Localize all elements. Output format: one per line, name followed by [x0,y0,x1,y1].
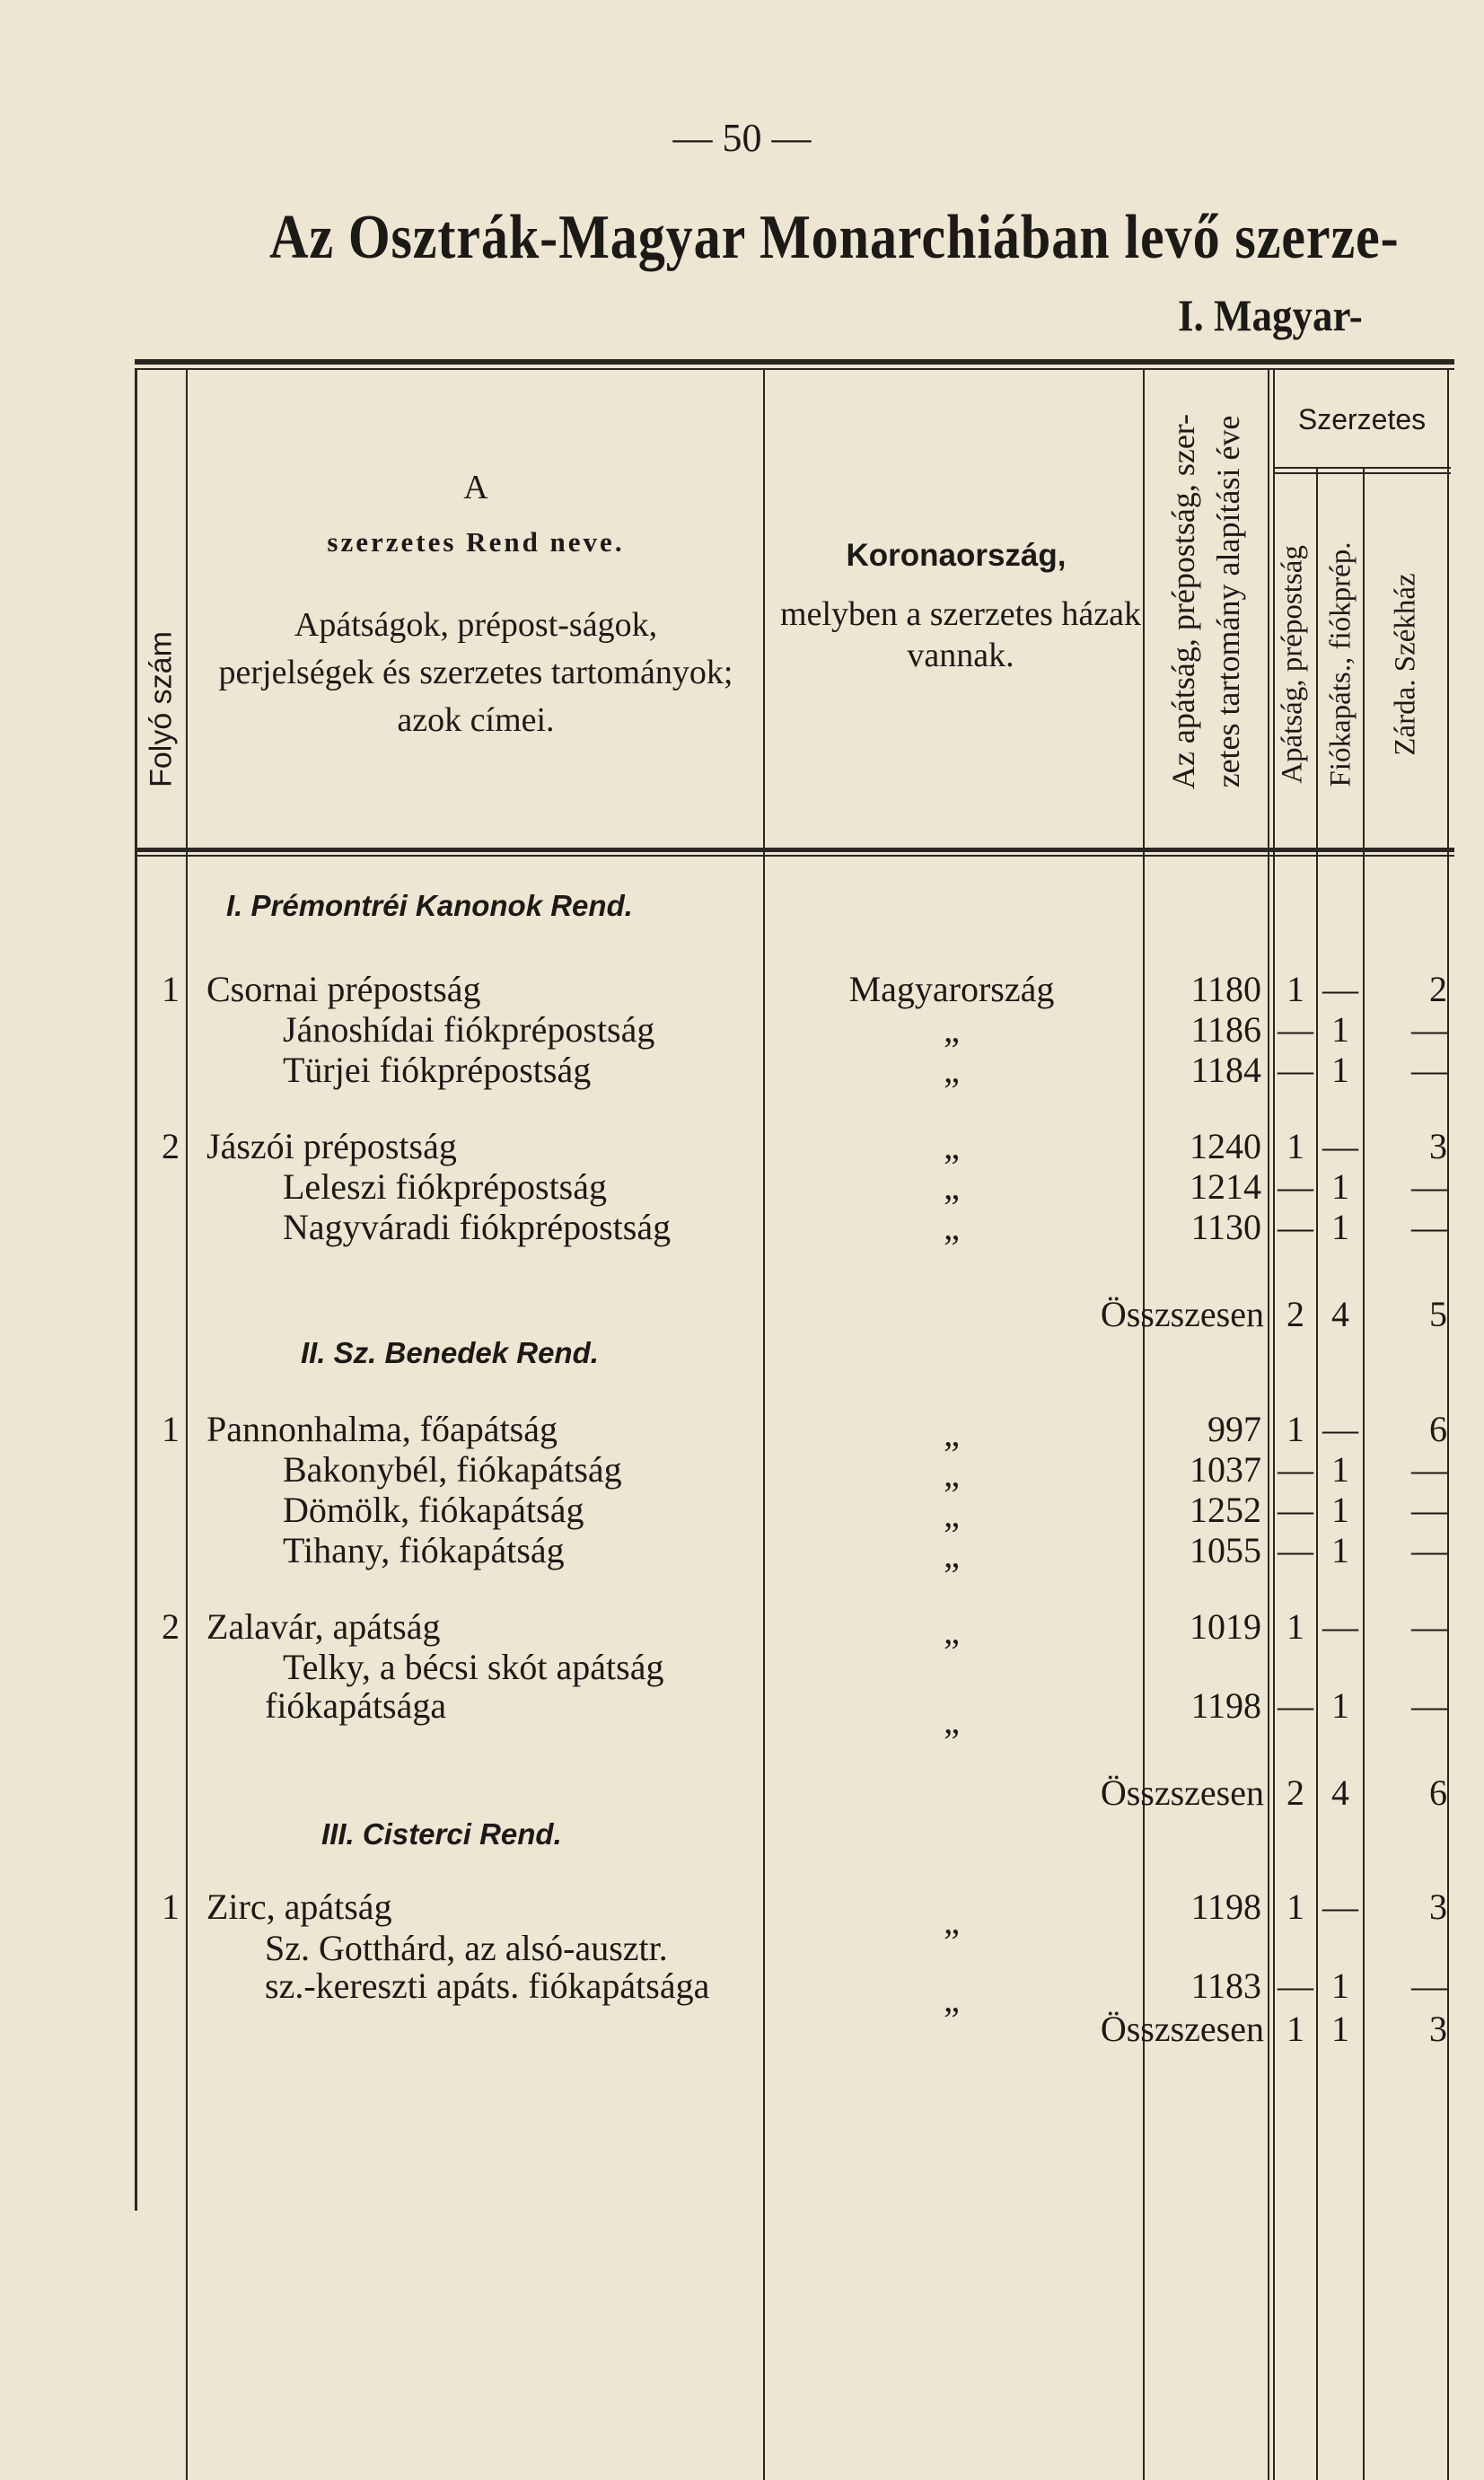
total-c2: 1 [1331,2009,1349,2049]
row-c2: 1 [1331,1490,1349,1530]
row-c1: — [1278,1050,1313,1090]
col-line-name [763,370,765,2480]
row-c2: — [1322,1606,1358,1647]
row-country: „ [944,1979,960,2019]
row-year: 1252 [1190,1490,1261,1530]
row-c1: — [1278,1207,1313,1247]
page-title: Az Osztrák-Magyar Monarchiában levő szerze- [269,203,1400,272]
row-number: 1 [162,1886,180,1927]
row-c2: — [1322,1409,1358,1449]
header-rend-name: szerzetes Rend neve. [327,526,625,558]
total-c3: 5 [1429,1294,1447,1334]
total-c2: 4 [1331,1294,1349,1334]
header-alapitas-line2: zetes tartomány alapítási éve [1210,415,1246,788]
col-line-country [1143,370,1145,2480]
row-country: „ [944,1901,960,1941]
total-label: Összszesen [1100,1772,1264,1813]
header-folyo-szam: Folyó szám [144,631,179,787]
col-line-num [186,370,188,2480]
row-c1: — [1278,1530,1313,1570]
row-name: Tihany, fiókapátság [283,1530,565,1570]
row-c2: 1 [1331,1449,1349,1490]
row-country: „ [944,1454,960,1494]
row-c3: 3 [1429,1126,1447,1166]
col-line-year [1268,370,1269,2480]
row-name: Csornai prépostság [206,969,481,1009]
row-year: 1019 [1190,1606,1261,1647]
row-country: „ [944,1009,960,1050]
row-c2: 1 [1331,1050,1349,1090]
row-c2: — [1322,969,1358,1009]
row-c2: 1 [1331,1530,1349,1570]
row-c1: — [1278,1966,1313,2006]
row-country: „ [944,1494,960,1535]
row-c3: — [1411,1009,1447,1050]
row-c2: — [1322,1886,1358,1927]
row-number: 1 [162,1409,180,1449]
row-year: 1214 [1190,1166,1261,1207]
header-rend-desc: Apátságok, prépost-ságok, perjelségek és szerzetes tartományok; azok címei. [218,606,733,740]
section-title-cisterci: III. Cisterci Rend. [321,1817,562,1851]
row-c1: 1 [1286,969,1304,1009]
row-c1: — [1278,1166,1313,1207]
header-rend-a: A [463,469,488,506]
row-year: 1037 [1190,1449,1261,1490]
header-szerzetes: Szerzetes [1297,403,1427,435]
row-country: „ [944,1050,960,1090]
row-year: 1055 [1190,1530,1261,1570]
row-name: Jászói prépostság [206,1126,457,1166]
row-year: 1186 [1190,1009,1261,1050]
row-c1: — [1278,1490,1313,1530]
col-line-left [135,370,137,2211]
row-c3: — [1411,1449,1447,1490]
row-year: 1180 [1190,969,1261,1009]
row-number: 2 [162,1126,180,1166]
row-name: Zalavár, apátság [206,1606,441,1647]
row-name: Leleszi fiókprépostság [283,1166,607,1207]
row-c2: 1 [1331,1685,1349,1726]
row-country: „ [944,1535,960,1575]
row-name: Bakonybél, fiókapátság [283,1449,622,1490]
szerzetes-under-rule [1273,467,1451,469]
row-c3: 2 [1429,969,1447,1009]
section-title-premontrei: I. Prémontréi Kanonok Rend. [226,889,633,922]
row-country: „ [944,1701,960,1741]
row-country: „ [944,1166,960,1207]
header-sub2: Zárda. Székház [1389,573,1422,756]
total-c1: 2 [1286,1772,1304,1813]
row-year: 1240 [1190,1126,1261,1166]
row-number: 1 [162,969,180,1009]
section-title-benedek: II. Sz. Benedek Rend. [301,1336,599,1369]
total-c3: 6 [1429,1772,1447,1813]
row-c3: 3 [1429,1886,1447,1927]
row-c1: 1 [1286,1886,1304,1927]
page-number: — 50 — [672,116,812,160]
table-top-rule [135,359,1454,365]
row-c1: — [1278,1685,1313,1726]
row-name: Sz. Gotthárd, az alsó-ausztr. [265,1928,668,1968]
total-c1: 2 [1286,1294,1304,1334]
row-name: Telky, a bécsi skót apátság [283,1647,664,1687]
row-c3: — [1411,1606,1447,1647]
row-c3: — [1411,1966,1447,2006]
row-c2: 1 [1331,1966,1349,2006]
row-c3: — [1411,1685,1447,1726]
row-name: Nagyváradi fiókprépostság [283,1207,672,1247]
row-year: 1183 [1190,1966,1261,2006]
row-c2: — [1322,1126,1358,1166]
header-bottom-rule [135,848,1454,852]
row-number: 2 [162,1606,180,1647]
row-name: Pannonhalma, főapátság [206,1409,558,1449]
page-subtitle: I. Magyar- [1178,290,1363,340]
row-name: Zirc, apátság [206,1886,392,1927]
row-c1: — [1278,1449,1313,1490]
row-c1: 1 [1286,1606,1304,1647]
header-sub1-line2: Fiókapáts., fiókprép. [1324,541,1357,787]
row-country: „ [944,1413,960,1454]
header-sub1-line1: Apátság, prépostság [1276,545,1309,784]
header-orszag-title: Koronaország, [846,538,1067,573]
header-alapitas-line1: Az apátság, prépostság, szer- [1165,413,1201,790]
row-c3: — [1411,1166,1447,1207]
row-year: 1130 [1190,1207,1261,1247]
header-bottom-rule-thin [135,855,1454,857]
row-country: Magyarország [848,969,1055,1009]
row-c3: — [1411,1050,1447,1090]
row-country: „ [944,1207,960,1247]
row-c1: 1 [1286,1409,1304,1449]
row-c3: 6 [1429,1409,1447,1449]
row-name: Türjei fiókprépostság [283,1050,592,1090]
header-orszag-desc: melyben a szerzetes házak vannak. [780,595,1141,674]
row-c2: 1 [1331,1207,1349,1247]
row-name: sz.-kereszti apáts. fiókapátsága [265,1966,710,2006]
row-year: 1198 [1190,1886,1261,1927]
row-c2: 1 [1331,1009,1349,1050]
row-country: „ [944,1126,960,1166]
row-year: 997 [1207,1409,1261,1449]
row-name: fiókapátsága [265,1685,447,1726]
total-c3: 3 [1429,2009,1447,2049]
row-year: 1198 [1190,1685,1261,1726]
col-line-right [1447,370,1449,2480]
row-c1: — [1278,1009,1313,1050]
row-c3: — [1411,1530,1447,1570]
row-country: „ [944,1611,960,1651]
total-label: Összszesen [1100,2009,1264,2049]
total-c2: 4 [1331,1772,1349,1813]
total-label: Összszesen [1100,1294,1264,1334]
total-c1: 1 [1286,2009,1304,2049]
row-year: 1184 [1190,1050,1261,1090]
row-name: Dömölk, fiókapátság [283,1490,584,1530]
row-c3: — [1411,1207,1447,1247]
row-c1: 1 [1286,1126,1304,1166]
row-c2: 1 [1331,1166,1349,1207]
row-name: Jánoshídai fiókprépostság [283,1009,655,1050]
table-top-rule-thin [135,368,1454,370]
row-c3: — [1411,1490,1447,1530]
szerzetes-under-rule-2 [1273,472,1451,474]
